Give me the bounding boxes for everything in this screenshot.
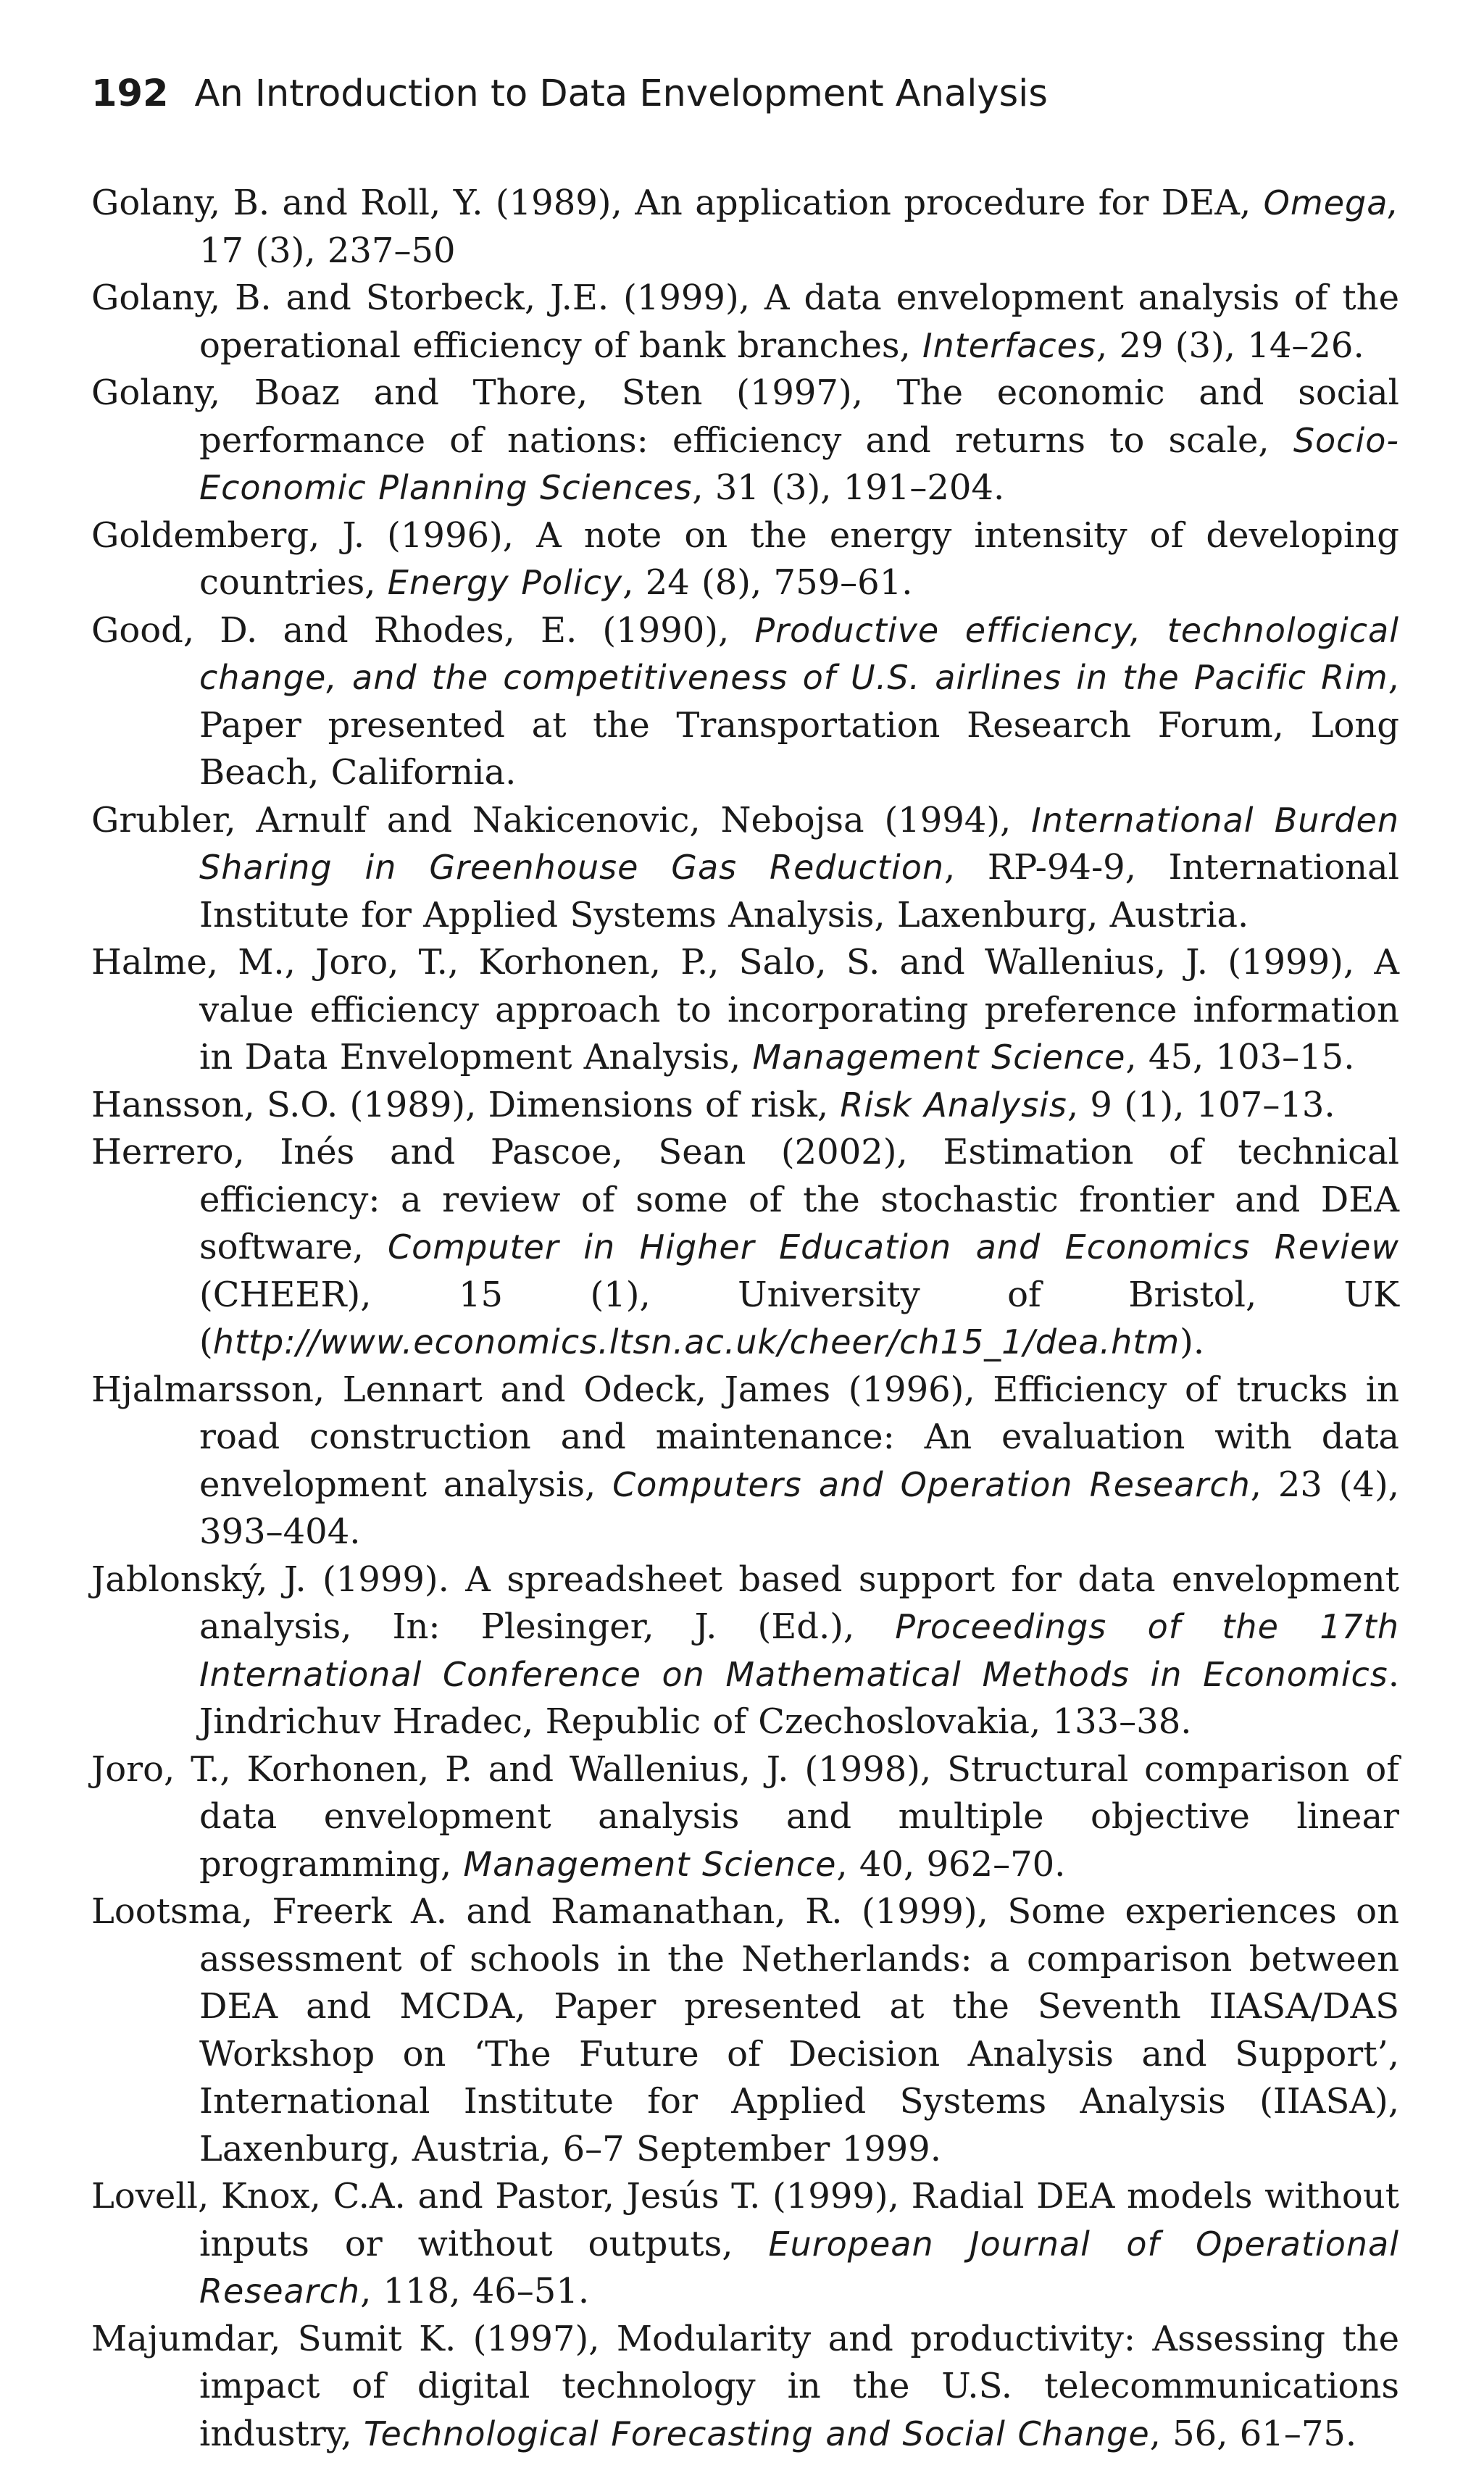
reference-source: Risk Analysis (840, 1085, 1067, 1125)
page-number: 192 (91, 72, 169, 115)
reference-entry (91, 607, 1399, 797)
reference-details: , 40, 962–70. (836, 1843, 1066, 1885)
reference-source: Management Science (752, 1038, 1126, 1077)
reference-details: , 23 (4), 393–404. (199, 1464, 1400, 1552)
reference-text: Halme, M., Joro, T., Korhonen, P., Salo, S. and Wallenius, J. (1999), A value efficiency approach to incorporating preference information in Data Envelopment Analysis, (91, 942, 1399, 1077)
reference-text: Hansson, S.O. (1989), Dimensions of risk, (91, 1084, 841, 1125)
reference-entry (91, 2173, 1399, 2316)
reference-details: , 24 (8), 759–61. (622, 562, 913, 603)
book-title: An Introduction to Data Envelopment Analysis (194, 72, 1048, 115)
reference-entry (91, 370, 1399, 512)
reference-text: Majumdar, Sumit K. (1997), Modularity and productivity: Assessing the impact of digital technology in the U.S. telecommunications industry, (91, 2318, 1399, 2454)
reference-details: , 9 (1), 107–13. (1067, 1084, 1335, 1125)
reference-text: Golany, Boaz and Thore, Sten (1997), The economic and social performance of nations: efficiency and returns to scale, (91, 372, 1399, 461)
reference-text: Grubler, Arnulf and Nakicenovic, Nebojsa (1994), (91, 799, 1032, 841)
reference-details: , 29 (3), 14–26. (1096, 325, 1364, 366)
reference-entry (91, 512, 1399, 607)
reference-text: Joro, T., Korhonen, P. and Wallenius, J. (1998), Structural comparison of data envelopment analysis and multiple objective linear programming, (91, 1748, 1399, 1885)
reference-source: Omega, (1263, 183, 1399, 222)
reference-source: Management Science (463, 1844, 837, 1884)
reference-text: Good, D. and Rhodes, E. (1990), (91, 609, 755, 651)
reference-details: , 45, 103–15. (1125, 1037, 1355, 1077)
reference-entry (91, 939, 1399, 1082)
reference-source: Computer in Higher Education and Economics Review (388, 1227, 1400, 1267)
reference-source: Energy Policy (387, 563, 623, 602)
reference-entry (91, 2316, 1399, 2459)
reference-details: . Jindrichuv Hradec, Republic of Czechoslovakia, 133–38. (199, 1653, 1399, 1742)
reference-details: , RP-94-9, International Institute for Applied Systems Analysis, Laxenburg, Austria. (199, 847, 1399, 935)
reference-source: International Burden Sharing in Greenhouse Gas Reduction (199, 800, 1399, 887)
reference-entry (91, 1367, 1399, 1556)
reference-details: 17 (3), 237–50 (199, 230, 456, 271)
reference-source: Proceedings of the 17th International Conference on Mathematical Methods in Economics (199, 1607, 1399, 1694)
reference-text: Jablonský, J. (1999). A spreadsheet based support for data envelopment analysis, In: Plesinger, J. (Ed.), (91, 1559, 1399, 1647)
reference-details: , 118, 46–51. (360, 2271, 590, 2311)
running-header (91, 72, 1048, 130)
reference-source: Computers and Operation Research (612, 1464, 1251, 1504)
reference-list (91, 180, 1399, 2458)
reference-details: , Paper presented at the Transportation Research Forum, Long Beach, California. (199, 657, 1399, 793)
reference-entry (91, 1746, 1399, 1889)
reference-entry (91, 797, 1399, 940)
reference-entry (91, 1082, 1399, 1130)
reference-entry (91, 180, 1399, 275)
reference-url: http://www.economics.ltsn.ac.uk/cheer/ch15_1/dea.htm (212, 1322, 1180, 1361)
reference-entry (91, 1888, 1399, 2173)
reference-text: Golany, B. and Roll, Y. (1989), An application procedure for DEA, (91, 183, 1264, 223)
reference-entry (91, 1129, 1399, 1367)
reference-text: Lootsma, Freerk A. and Ramanathan, R. (1999), Some experiences on assessment of schools in the Netherlands: a comparison between DEA and MCDA, Paper presented at the Seventh IIASA/DAS Workshop on ‘The Future of Decision Analysis and Support’, International Institute for Applied Systems Analysis (IIASA), Laxenburg, Austria, 6–7 September 1999. (91, 1891, 1399, 2169)
reference-source: Socio-Economic Planning Sciences (199, 420, 1399, 507)
reference-text: Goldemberg, J. (1996), A note on the energy intensity of developing countries, (91, 514, 1399, 603)
reference-source: Interfaces (922, 325, 1096, 365)
reference-source: Productive efficiency, technological change, and the competitiveness of U.S. airlines in the Pacific Rim (199, 610, 1399, 697)
reference-entry (91, 1556, 1399, 1746)
reference-text: Hjalmarsson, Lennart and Odeck, James (1996), Efficiency of trucks in road construction and maintenance: An evaluation with data envelopment analysis, (91, 1369, 1399, 1505)
reference-details: , 31 (3), 191–204. (692, 467, 1005, 508)
reference-details-end: ). (1180, 1322, 1205, 1362)
reference-source: European Journal of Operational Research (199, 2224, 1399, 2311)
reference-source: Technological Forecasting and Social Change (364, 2414, 1150, 2453)
reference-details: (CHEER), 15 (1), University of Bristol, UK ( (199, 1274, 1399, 1362)
reference-details: , 56, 61–75. (1149, 2413, 1357, 2454)
reference-text: Golany, B. and Storbeck, J.E. (1999), A data envelopment analysis of the operational efficiency of bank branches, (91, 278, 1399, 366)
reference-text: Lovell, Knox, C.A. and Pastor, Jesús T. (1999), Radial DEA models without inputs or without outputs, (91, 2176, 1399, 2264)
reference-text: Herrero, Inés and Pascoe, Sean (2002), Estimation of technical efficiency: a review of some of the stochastic frontier and DEA software, (91, 1132, 1399, 1267)
reference-entry (91, 275, 1399, 370)
